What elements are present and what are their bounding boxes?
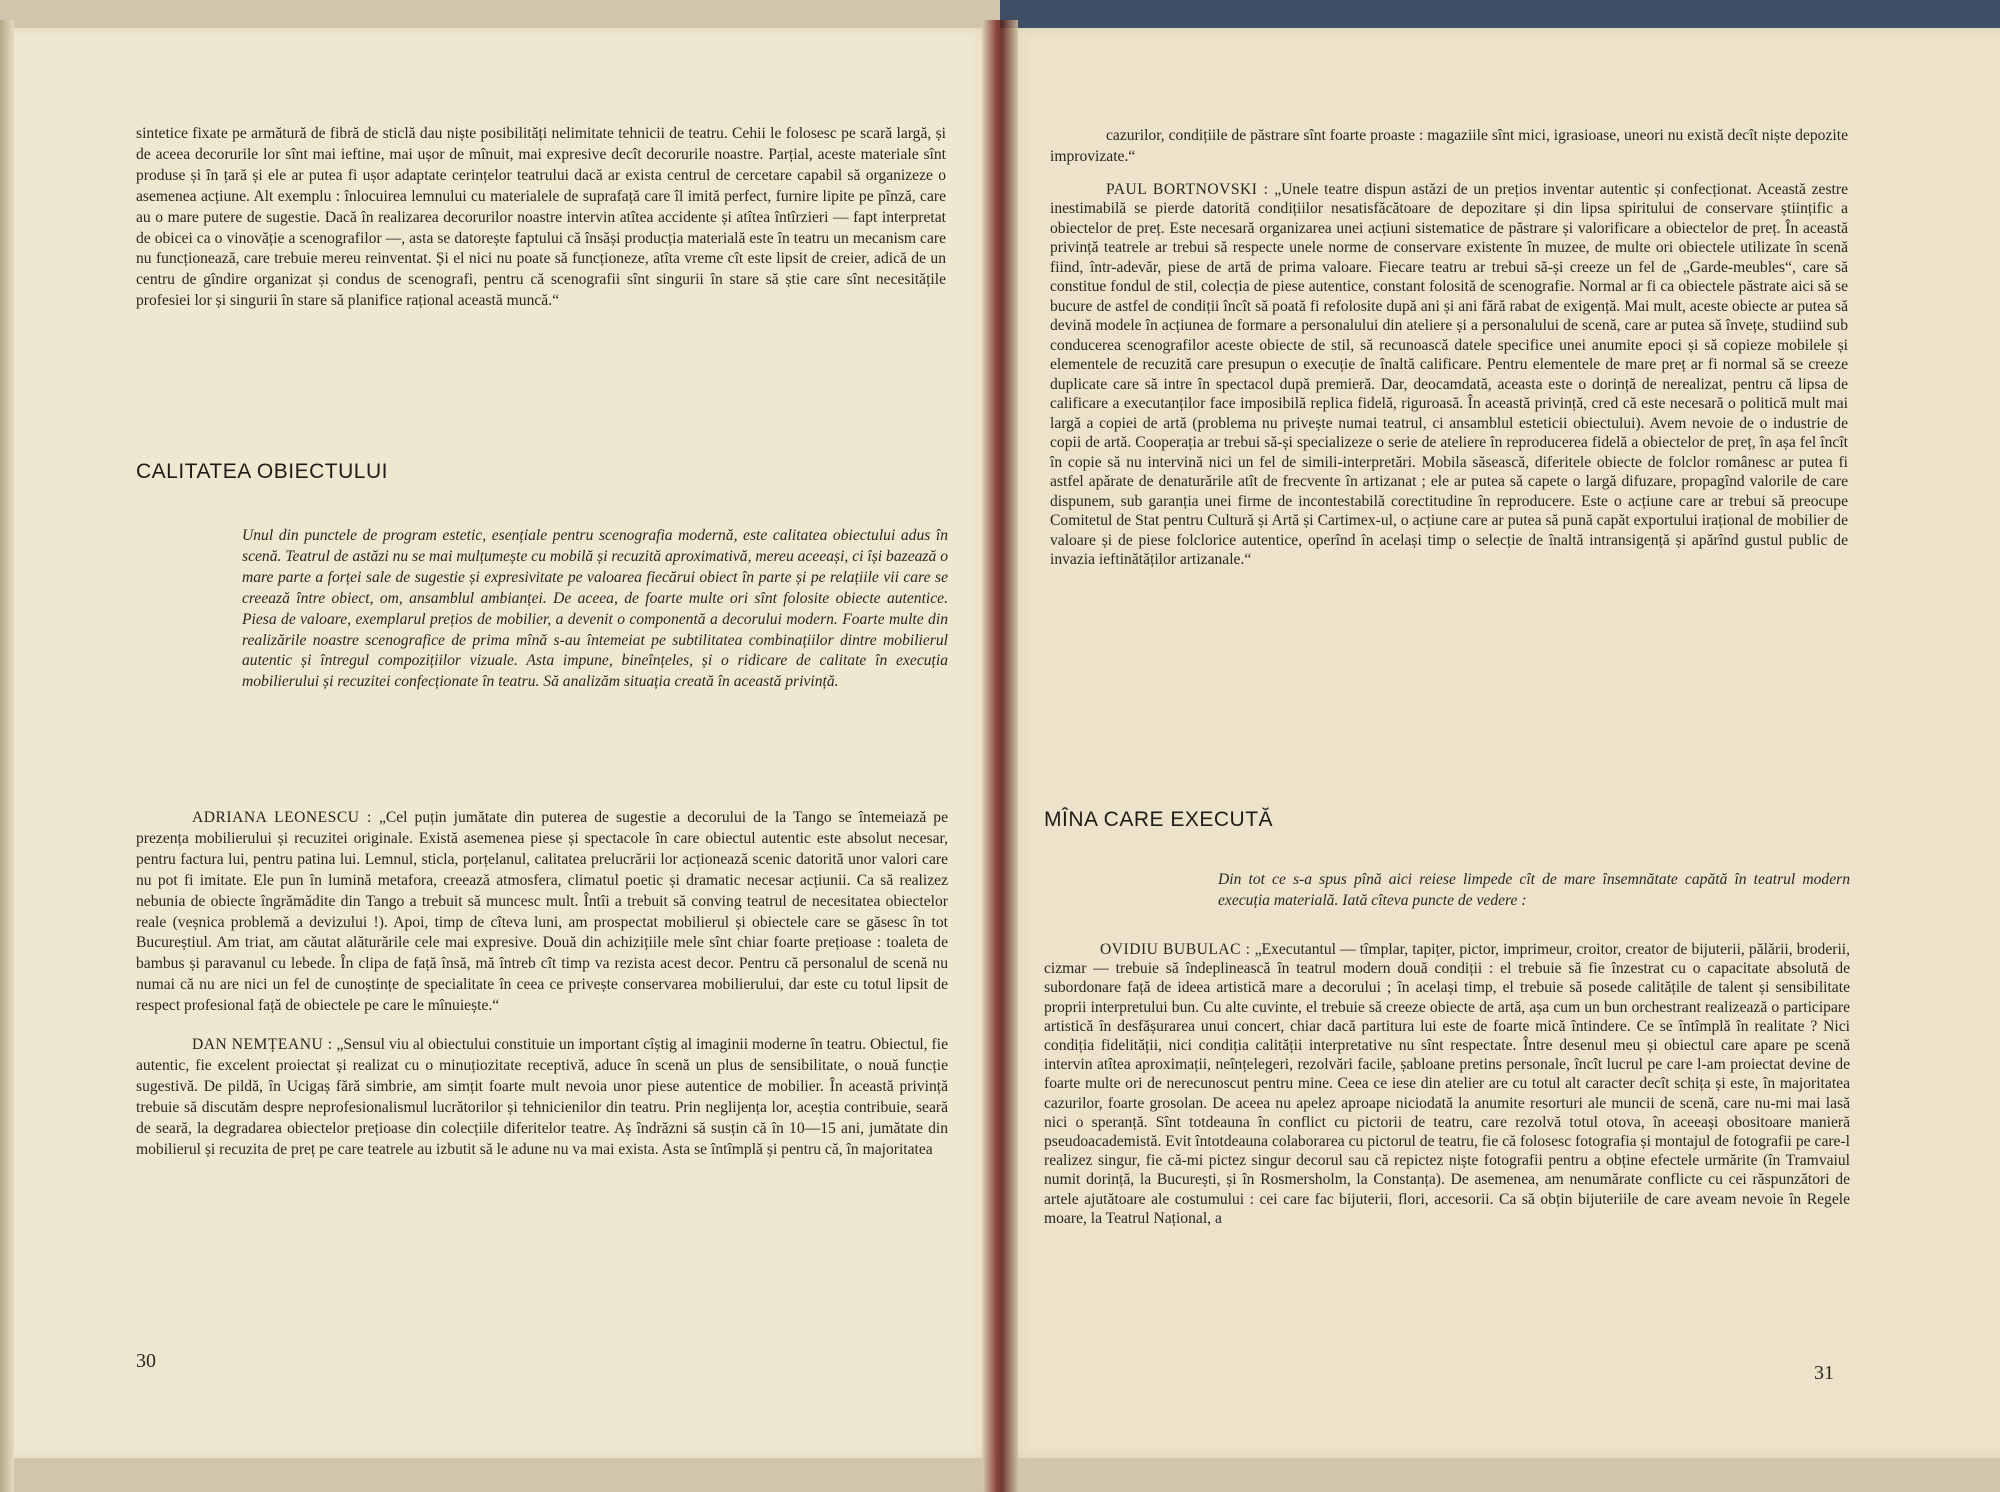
speaker-name: OVIDIU BUBULAC :	[1100, 941, 1251, 958]
lede-mina: Din tot ce s-a spus pînă aici reiese limpede cît de mare însemnătate capătă în teatrul modern execuția materială. Iată cîteva puncte de vedere :	[1218, 871, 1850, 909]
left-column-top	[136, 124, 946, 324]
speaker-name: DAN NEMȚEANU :	[192, 1036, 333, 1054]
speaker-paragraph-bortnovski	[1050, 180, 1848, 570]
lede-calitatea: Unul din punctele de program estetic, esențiale pentru scenografia modernă, este calitatea obiectului adus în scenă. Teatrul de astăzi nu se mai mulțumește cu mobilă și recuzită aproximativă, mereu aceeași, ci își bazează o mare parte a forței sale de sugestie și expresivitate pe valoarea fiecărui obiect în parte și pe relațiile vii care se creează între obiect, om, ansamblul ambianței. De aceea, de foarte multe ori sînt folosite obiecte autentice. Piesa de valoare, exemplarul prețios de mobilier, a devenit o componentă a decorului modern. Foarte multe din realizările noastre scenografice de prima mînă s-au întemeiat pe subtilitatea combinațiilor dintre mobilierul autentic și întregul compozițiilor vizuale. Asta impune, bineînțeles, și o ridicare de calitate în execuția mobilierului și recuzitei confecționate în teatru. Să analizăm situația creată în această privință.	[242, 527, 948, 691]
speaker-text: „Unele teatre dispun astăzi de un prețios inventar autentic și confecționat. Această zestre inestimabilă se pierde datorită condițiilor nesatisfăcătoare de depozitare și din lipsa spiritului de conservare științific a obiectelor de preț. Este necesară organizarea unei acțiuni sistematice de păstrare și valorificare a obiectelor de preț. În această privință teatrele ar trebui să respecte unele norme de conservare existente în muzee, de multe ori obiectele utilizate în scenă fiind, într-adevăr, piese de artă de prima valoare. Fiecare teatru ar trebui să-și creeze un fel de „Garde-meubles“, care să constitue fondul de stil, colecția de piese autentice, constant folosită de scenografie. Normal ar fi ca obiectele păstrate aici să se bucure de astfel de condiții încît să poată fi refolosite după ani și ani fără rabat de exigență. Mai mult, aceste obiecte ar putea să devină modele în acțiunea de formare a personalului din ateliere și a personalului de scenă, care ar putea să învețe, studiind sub conducerea scenografilor aceste obiecte de stil, să recunoască datele specifice unei anumite epoci și să copieze mobilele și elementele de recuzită care presupun o execuție de înaltă calificare. Pentru elementele de mare preț ar fi normal să se creeze duplicate care să intre în spectacol după premieră. Dar, deocamdată, aceasta este o dorință de nerealizat, pentru că lipsa de calificare a executanților face imposibilă replica fidelă, riguroasă. În această privință, cred că este necesară o politică mult mai largă a copiei de artă (problema nu privește numai teatrul, ci ansamblul esteticii obiectului). Avem nevoie de o industrie de copii de artă. Cooperația ar trebui să-și specializeze o serie de ateliere în reproducerea fidelă a obiectelor de preț, în așa fel încît în copie să nu intervină nici un fel de simili-interpretări. Mobila săsească, diferitele obiecte de folclor românesc ar putea fi astfel apărate de denaturările atît de frecvente în artizanat ; ele ar putea să capete o largă difuzare, propagînd valorile de care dispunem, sub garanția unei firme de incontestabilă corectitudine în reproducere. Este o acțiune care ar trebui să preocupe Comitetul de Stat pentru Cultură și Artă și Cartimex-ul, o acțiune care ar putea să pună capăt exportului irațional de mobilier de valoare și de piese folclorice autentice, operînd în același timp o selecție de înaltă intransigență și apărînd gustul public de invazia ieftinătăților artizanale.“	[1050, 180, 1848, 569]
speaker-paragraph-nemteanu	[136, 1035, 948, 1160]
right-column-bottom	[1044, 940, 1850, 1240]
left-page	[14, 28, 1000, 1458]
right-page	[1000, 28, 2000, 1458]
page-number-right: 31	[1814, 1362, 1834, 1384]
right-column-top	[1050, 126, 1848, 582]
speaker-paragraph-leonescu	[136, 808, 948, 1017]
intro-paragraph: sintetice fixate pe armătură de fibră de sticlă dau niște posibilități nelimitate tehnicii de teatru. Cehii le folosesc pe scară largă, și de aceea decorurile lor sînt mai ieftine, mai ușor de mînuit, mai expresive decît decorurile noastre. Parțial, aceste materiale sînt produse și în țară și ele ar putea fi ușor adaptate cerințelor teatrului dacă ar exista centrul de cercetare capabil să organizeze o asemenea acțiune. Alt exemplu : înlocuirea lemnului cu materialele de suprafață care îl imită perfect, furnire lipite pe pînză, care au o mare putere de sugestie. Dacă în realizarea decorurilor noastre intervin atîtea accidente și atîtea întîrzieri — fapt interpretat de obicei ca o vinovăție a scenografilor —, asta se datorește faptului că însăși producția materială este în teatru un mecanism care nu funcționează, care trebuie mereu reinventat. Și el nici nu poate să funcționeze, atîta vreme cît este lipsit de creier, adică de un centru de gîndire organizat și condus de scenografi, pentru că scenografii sînt singurii în stare să știe care sînt necesitățile profesiei lor și singurii în stare să planifice rațional această muncă.“	[136, 125, 946, 310]
left-column-bottom	[136, 808, 948, 1173]
section-title-calitatea: CALITATEA OBIECTULUI	[136, 460, 388, 483]
speaker-text: „Executantul — tîmplar, tapițer, pictor, imprimeur, croitor, creator de bijuterii, pălării, broderii, cizmar — trebuie să îndeplinească în teatrul modern două condiții : el trebuie să fie înzestrat cu o capacitate absolută de subordonare față de ideea artistică mare a decorului ; în același timp, el trebuie să posede calitățile de talent și sensibilitate proprii interpretului bun. Cu alte cuvinte, el trebuie să creeze obiecte de artă, așa cum un bun orchestrant realizează o participare artistică în desfășurarea unui concert, chiar dacă partitura lui este de foarte mică întindere. Ce se întîmplă în realitate ? Nici condiția fidelității, nici condiția calității interpretative nu sînt respectate. Între desenul meu și obiectul care apare pe scenă intervin atîtea aproximații, neînțelegeri, rezolvări facile, șabloane pretins personale, încît lucrul pe care l-am proiectat devine de foarte multe ori de nerecunoscut pentru mine. Ceea ce iese din atelier are cu totul alt caracter decît schița și este, în majoritatea cazurilor, foarte grosolan. De aceea nu apelez aproape niciodată la anumite resorturi ale muncii de scenă, care nu-mi mai lasă nici o speranță. Sînt totdeauna în conflict cu pictorii de teatru, care rezolvă totul otova, în aceeași obositoare manieră pseudoacademistă. Evit întotdeauna colaborarea cu pictorul de teatru, fie că folosesc fotografia și montajul de fotografii pe care-l realizez singur, fie că-mi pictez singur decorul sau că repictez niște fotografii pentru a obține efectele urmărite (în Tramvaiul numit dorință, la București, și în Rosmersholm, la Constanța). De asemenea, am nenumărate conflicte cu cei răspunzători de artele ajutătoare ale costumului : cei care fac bijuterii, flori, accesorii. Ca să obțin bijuteriile de care aveam nevoie în Regele moare, la Teatrul Național, a	[1044, 941, 1851, 1227]
book-gutter	[982, 20, 1018, 1492]
speaker-name: ADRIANA LEONESCU :	[192, 809, 372, 826]
book-edge	[0, 20, 14, 1492]
speaker-paragraph-bubulac	[1044, 940, 1850, 1228]
speaker-name: PAUL BORTNOVSKI :	[1106, 180, 1269, 198]
speaker-text: „Cel puțin jumătate din puterea de sugestie a decorului de la Tango se întemeiază pe prezența mobilierului și recuzitei originale. Există asemenea piese și spectacole în care obiectul autentic este absolut necesar, pentru factura lui, pentru patina lui. Lemnul, sticla, porțelanul, calitatea prelucrării lor acționează scenic datorită unor valori care nu pot fi imitate. Ele pun în lumină metafora, creează atmosfera, climatul poetic și dramatic necesar acțiunii. Ca să realizez nebunia de obiecte îngrămădite din Tango a trebuit să muncesc mult. Întîi a trebuit să conving teatrul de necesitatea obiectelor reale (veșnica problemă a devizului !). Apoi, timp de cîteva luni, am prospectat mobilierul și obiectele care se găsesc în tot Bucureștiul. Am triat, am căutat alăturările cele mai expresive. Două din achizițiile mele sînt chiar foarte prețioase : toaleta de bambus și paravanul cu lebede. În clipa de față însă, mă întreb cît timp va rezista acest decor. Pentru că personalul de scenă nu numai că nu are nici un fel de cunoștințe de specialitate în ceea ce privește conservarea mobilierului, dar este cu totul lipsit de respect profesional față de obiectele pe care le mînuiește.“	[136, 809, 949, 1015]
continuation-paragraph: cazurilor, condițiile de păstrare sînt foarte proaste : magaziile sînt mici, igrasioase, uneori nu există decît niște depozite improvizate.“	[1050, 127, 1848, 165]
background-band	[1000, 0, 2000, 30]
speaker-text: „Sensul viu al obiectului constituie un important cîștig al imaginii moderne în teatru. Obiectul, fie autentic, fie excelent proiectat și realizat cu o minuțiozitate receptivă, aduce în scenă un plus de sensibilitate, o nouă funcție sugestivă. De pildă, în Ucigaș fără simbrie, am simțit foarte mult nevoia unor piese autentice de mobilier. În această privință trebuie să discutăm despre neprofesionalismul lucrătorilor și tehnicienilor din teatru. Prin neglijența lor, aceștia contribuie, seară de seară, la degradarea obiectelor prețioase din colecțiile diferitelor teatre. Aș îndrăzni să susțin că în 10—15 ani, jumătate din mobilierul și recuzita de preț pe care teatrele au izbutit să le adune nu va mai exista. Asta se întîmplă și pentru că, în majoritatea	[136, 1036, 948, 1158]
section-title-mina: MÎNA CARE EXECUTĂ	[1044, 808, 1274, 831]
page-number-left: 30	[136, 1350, 156, 1372]
